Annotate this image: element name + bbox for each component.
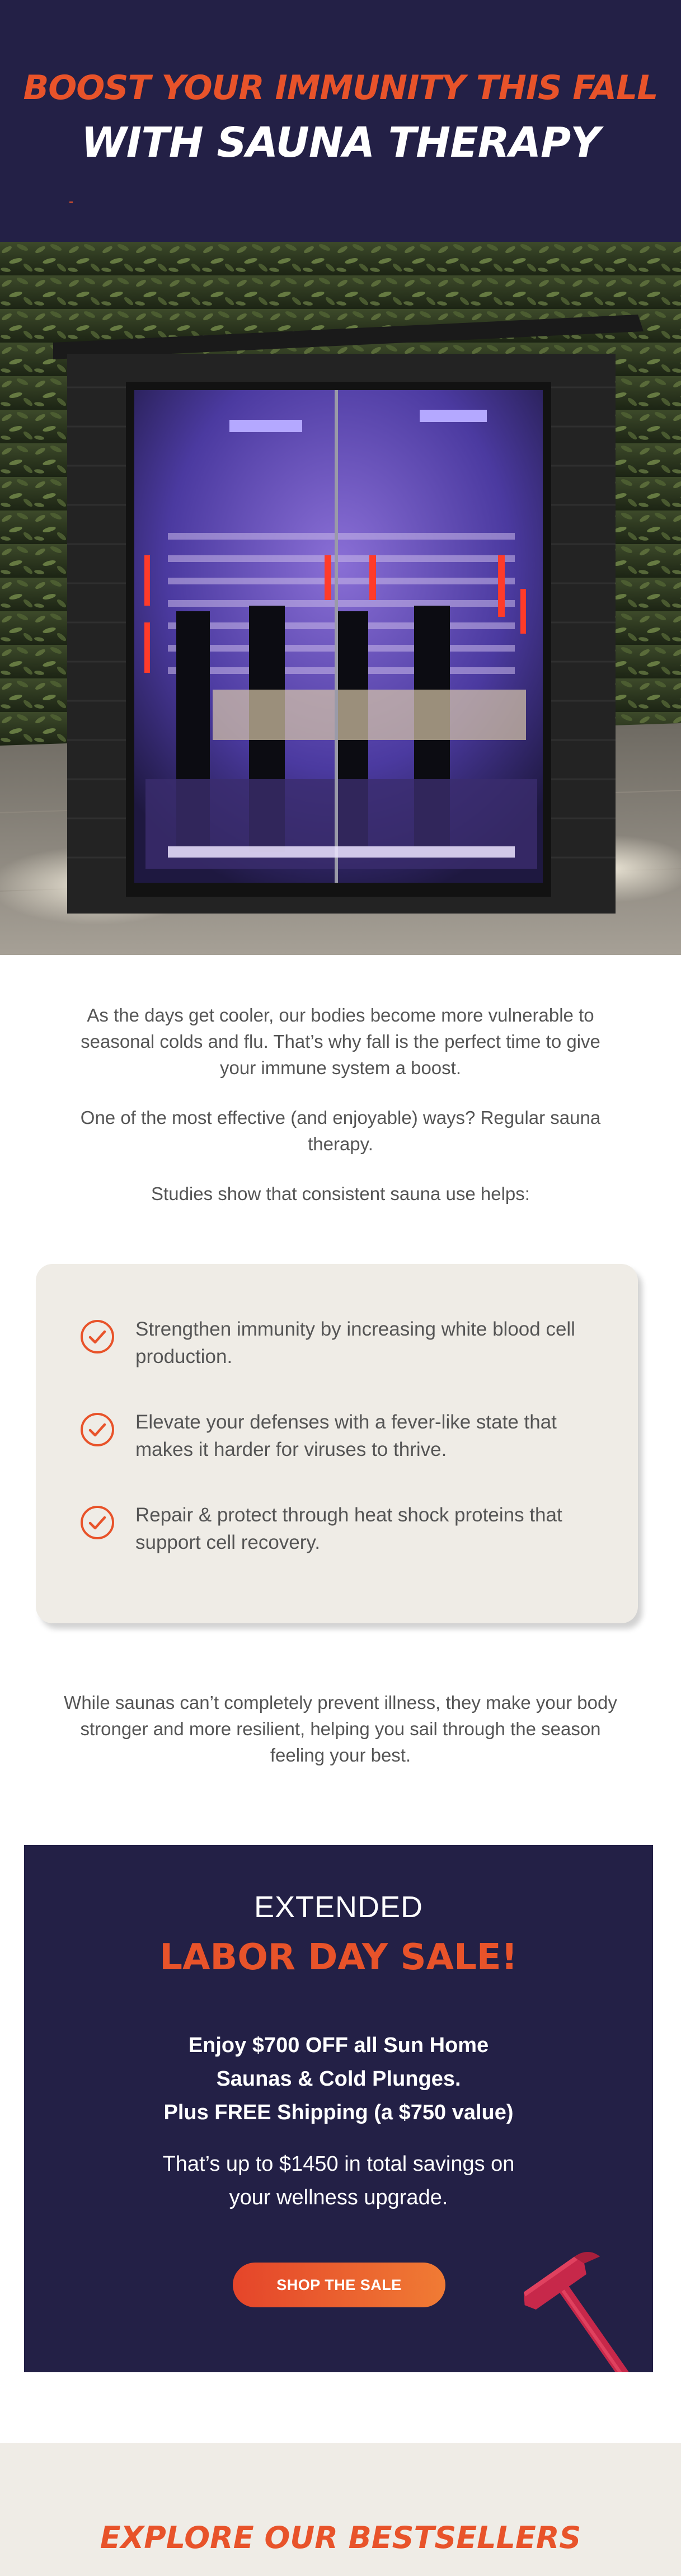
closing-text xyxy=(0,1689,681,1768)
sale-offer-line: Plus FREE Shipping (a $750 value) xyxy=(163,2101,514,2124)
benefit-text: Repair & protect through heat shock proteins that support cell recovery. xyxy=(135,1504,562,1553)
hero-header xyxy=(0,0,681,242)
sale-eyebrow: EXTENDED xyxy=(253,1890,424,1924)
sale-title: LABOR DAY SALE! xyxy=(159,1937,518,1978)
intro-paragraph-1: As the days get cooler, our bodies become more vulnerable to seasonal colds and flu. That’s why fall is the perfect time to give your immune system a boost. xyxy=(81,1005,600,1078)
intro-text xyxy=(0,1002,681,1207)
closing-paragraph: While saunas can’t completely prevent illness, they make your body stronger and more resilient, helping you sail through the season feeling your best. xyxy=(64,1692,617,1765)
headline-line-2: WITH SAUNA THERAPY xyxy=(81,119,600,167)
sale-banner xyxy=(24,1845,653,2372)
bestsellers-title: EXPLORE OUR BESTSELLERS xyxy=(100,2520,581,2555)
intro-paragraph-3: Studies show that consistent sauna use helps: xyxy=(151,1183,530,1204)
sale-offer-line: Enjoy $700 OFF all Sun Home xyxy=(188,2034,489,2057)
intro-paragraph-2: One of the most effective (and enjoyable) ways? Regular sauna therapy. xyxy=(80,1107,601,1154)
decorative-dash xyxy=(69,202,73,203)
check-circle-icon xyxy=(79,1319,115,1355)
benefit-text: Elevate your defenses with a fever-like state that makes it harder for viruses to thrive. xyxy=(135,1411,557,1460)
sale-offer xyxy=(24,2029,653,2129)
check-circle-icon xyxy=(79,1505,115,1540)
shop-the-sale-button[interactable]: SHOP THE SALE xyxy=(233,2263,445,2307)
bestsellers-section xyxy=(0,2443,681,2576)
benefit-text: Strengthen immunity by increasing white blood cell production. xyxy=(135,1318,575,1367)
headline-line-1: BOOST YOUR IMMUNITY THIS FALL xyxy=(23,68,658,107)
hammer-icon xyxy=(510,2242,644,2372)
sale-savings-line: That’s up to $1450 in total savings on xyxy=(162,2152,515,2176)
sale-savings-line: your wellness upgrade. xyxy=(229,2186,448,2209)
outdoor-sauna-image xyxy=(0,242,681,955)
sale-savings xyxy=(24,2147,653,2214)
benefits-card xyxy=(36,1264,638,1623)
check-circle-icon xyxy=(79,1412,115,1448)
sale-offer-line: Saunas & Cold Plunges. xyxy=(216,2067,461,2091)
